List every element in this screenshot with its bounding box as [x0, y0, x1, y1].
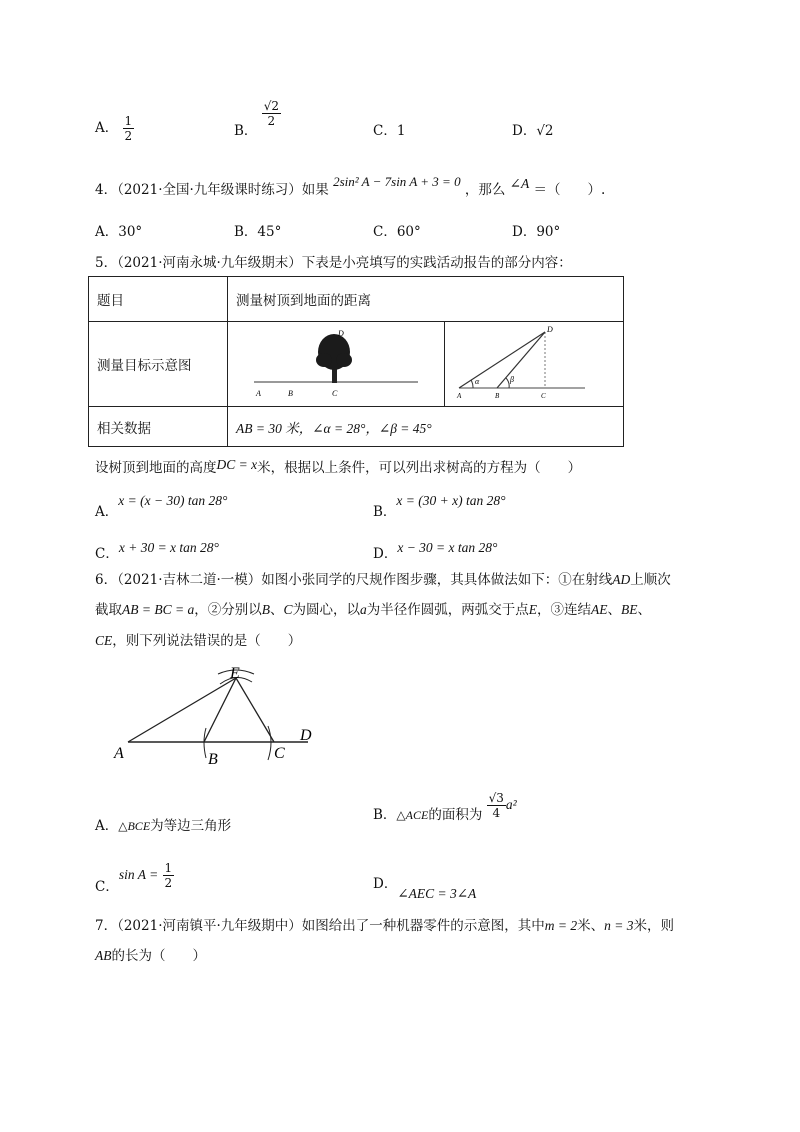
q4-option-a: A．30° [95, 224, 143, 240]
sight-line-b [497, 332, 545, 388]
table-cell: 测量树顶到地面的距离 [228, 277, 624, 322]
q7-line1: 7．（2021·河南镇平·九年级期中）如图给出了一种机器零件的示意图，其中m = 2米、n = 3米，则 [95, 918, 675, 934]
arc-c [268, 726, 271, 760]
arc-b [204, 728, 206, 758]
q3-option-b: B． $\frac{√2}{2}$ [234, 99, 279, 139]
point-a-label: A [256, 389, 261, 398]
q3-option-a: A． $\frac{1}{2}$ [95, 114, 133, 143]
sight-line-a [459, 332, 545, 388]
table-row [89, 277, 624, 322]
fraction: $\frac{1}{2}$ [164, 861, 173, 890]
q5-option-d: D．x − 30 = x tan 28° [373, 540, 498, 562]
q3-option-d: D．√2 [512, 123, 554, 139]
beta-arc [506, 378, 509, 388]
table-cell: 测量目标示意图 [89, 322, 228, 407]
table-cell: AB = 30 米，∠α = 28°，∠β = 45° [228, 407, 624, 447]
point-c-label: C [332, 389, 338, 398]
q4-equation: 2sin² A − 7sin A + 3 = 0 [333, 174, 461, 189]
fraction: $\frac{1}{2}$ [124, 114, 133, 143]
point-e-label: E [230, 665, 240, 682]
q4-option-b: B．45° [234, 224, 282, 240]
q4-option-d: D．90° [512, 224, 561, 240]
segment-ce [236, 678, 274, 742]
q6-construction-figure [110, 660, 340, 775]
beta-label: β [510, 375, 514, 384]
q6-line2: 截取AB = BC = a，②分别以B、C为圆心，以a为半径作圆弧，两弧交于点E，③连结AE、BE、 [95, 602, 651, 618]
q5-stem: 5．（2021·河南永城·九年级期末）下表是小亮填写的实践活动报告的部分内容： [95, 255, 572, 271]
alpha-arc [471, 380, 473, 388]
table-row [89, 407, 624, 447]
point-c-label: C [541, 392, 546, 400]
table-cell: 题目 [89, 277, 228, 322]
tree-figure [228, 322, 444, 402]
q6-option-d: D．∠AEC = 3∠A [373, 876, 477, 901]
table-row [89, 322, 624, 407]
fraction: $\frac{√3}{4}$ [488, 791, 504, 820]
q4-option-c: C．60° [373, 224, 421, 240]
q6-line3: CE，则下列说法错误的是（ ） [95, 633, 302, 649]
point-b-label: B [288, 389, 293, 398]
point-b-label: B [495, 392, 500, 400]
q6-option-b: B．△ACE的面积为 $\frac{√3}{4}$ a² [373, 791, 517, 823]
q6-option-c: C．sin A = $\frac{1}{2}$ [95, 861, 173, 895]
q3-option-c: C．1 [373, 123, 406, 139]
q6-option-a: A．△BCE为等边三角形 [95, 818, 232, 834]
table-cell [228, 322, 445, 407]
point-b-label: B [208, 751, 218, 768]
point-a-label: A [457, 392, 462, 400]
table-cell [445, 322, 624, 407]
q5-followup: 设树顶到地面的高度DC = x米，根据以上条件，可以列出求树高的方程为（ ） [95, 457, 582, 476]
point-d-label: D [300, 727, 312, 744]
alpha-label: α [475, 377, 480, 386]
angle-figure [445, 322, 623, 402]
point-d-label: D [547, 325, 553, 334]
tree-crown-right [336, 353, 352, 367]
q4-stem: 4．（2021·全国·九年级课时练习）如果 2sin² A − 7sin A + 3 = 0 ，那么 ∠A ＝（ ）. [95, 174, 606, 198]
q5-option-c: C．x + 30 = x tan 28° [95, 540, 219, 562]
point-c-label: C [274, 745, 285, 762]
q5-option-b: B．x = (30 + x) tan 28° [373, 493, 506, 520]
fraction: $\frac{√2}{2}$ [263, 99, 279, 128]
tree-crown-left [316, 353, 332, 367]
q6-line1: 6．（2021·吉林二道·一模）如图小张同学的尺规作图步骤，其具体做法如下：①在射线AD上顺次 [95, 572, 671, 588]
q5-option-a: A．x = (x − 30) tan 28° [95, 493, 228, 520]
table-cell: 相关数据 [89, 407, 228, 447]
q7-line2: AB的长为（ ） [95, 948, 206, 964]
q5-report-table [88, 276, 624, 447]
point-a-label: A [114, 745, 124, 762]
point-d-label: D [338, 329, 344, 338]
